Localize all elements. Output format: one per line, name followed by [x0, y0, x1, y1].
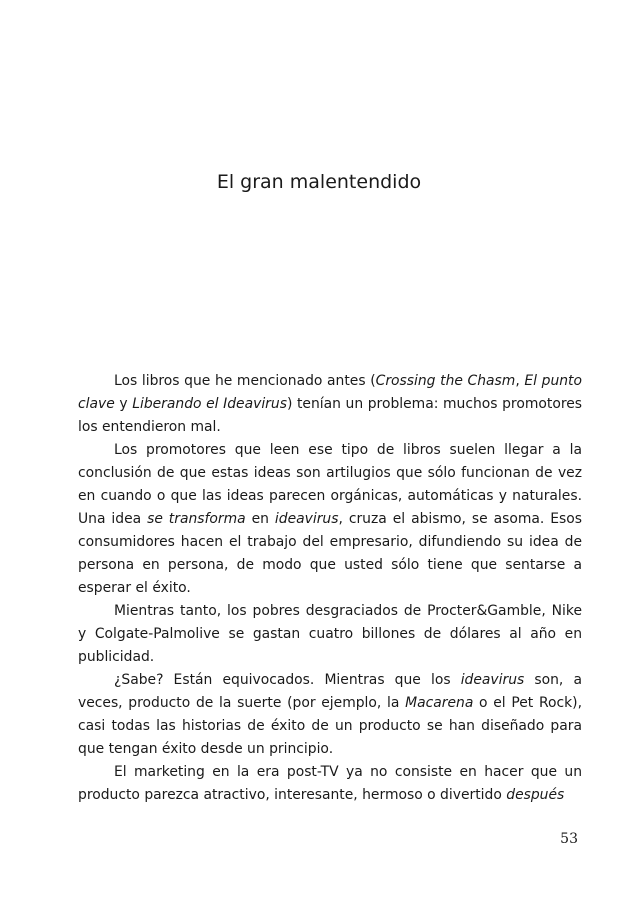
emphasis-italic: se transforma [147, 511, 246, 527]
text-run: ) tenían un problema: muchos promotores los entendieron mal. [78, 396, 583, 435]
text-run: en [245, 511, 275, 527]
emphasis-italic: Macarena [405, 695, 474, 711]
text-run: El marketing en la era post-TV ya no consiste en hacer que un producto parezca atractivo, interesante, hermoso o divertido [78, 764, 582, 803]
book-title-italic: El punto clave [78, 373, 583, 412]
emphasis-italic: después [506, 787, 565, 803]
text-run: Mientras tanto, los pobres desgraciados de Procter&Gamble, Nike y Colgate-Palmolive se gastan cuatro billones de dólares al año en publicidad. [78, 603, 582, 665]
text-run: , cruza el abismo, se asoma. Esos consumidores hacen el trabajo del empresario, difundiendo su idea de persona en persona, de modo que usted sólo tiene que sentarse a esperar el éxito. [78, 511, 582, 596]
text-run: Los promotores que leen ese tipo de libros suelen llegar a la conclusión de que estas ideas son artilugios que sólo funcionan de vez en cuando o que las ideas parecen orgánicas, automáticas y naturales. Una idea [78, 442, 582, 527]
chapter-title: El gran malentendido [216, 171, 422, 193]
body-text [78, 370, 582, 807]
paragraph [78, 439, 582, 600]
text-run: Los libros que he mencionado antes ( [114, 373, 376, 389]
paragraph [78, 761, 582, 807]
paragraph [78, 600, 582, 669]
page-number: 53 [560, 831, 578, 847]
paragraph [78, 669, 582, 761]
book-title-italic: Liberando el Ideavirus [132, 396, 287, 412]
text-run: , [515, 373, 525, 389]
emphasis-italic: ideavirus [274, 511, 339, 527]
book-title-italic: Crossing the Chasm [375, 373, 516, 389]
text-run: o el Pet Rock), casi todas las historias de éxito de un producto se han diseñado para que tengan éxito desde un principio. [78, 695, 583, 757]
text-run: son, a veces, producto de la suerte (por ejemplo, la [78, 672, 582, 711]
text-run: y [114, 396, 133, 412]
paragraph [78, 370, 582, 439]
text-run: ¿Sabe? Están equivocados. Mientras que los [114, 672, 461, 688]
emphasis-italic: ideavirus [460, 672, 525, 688]
